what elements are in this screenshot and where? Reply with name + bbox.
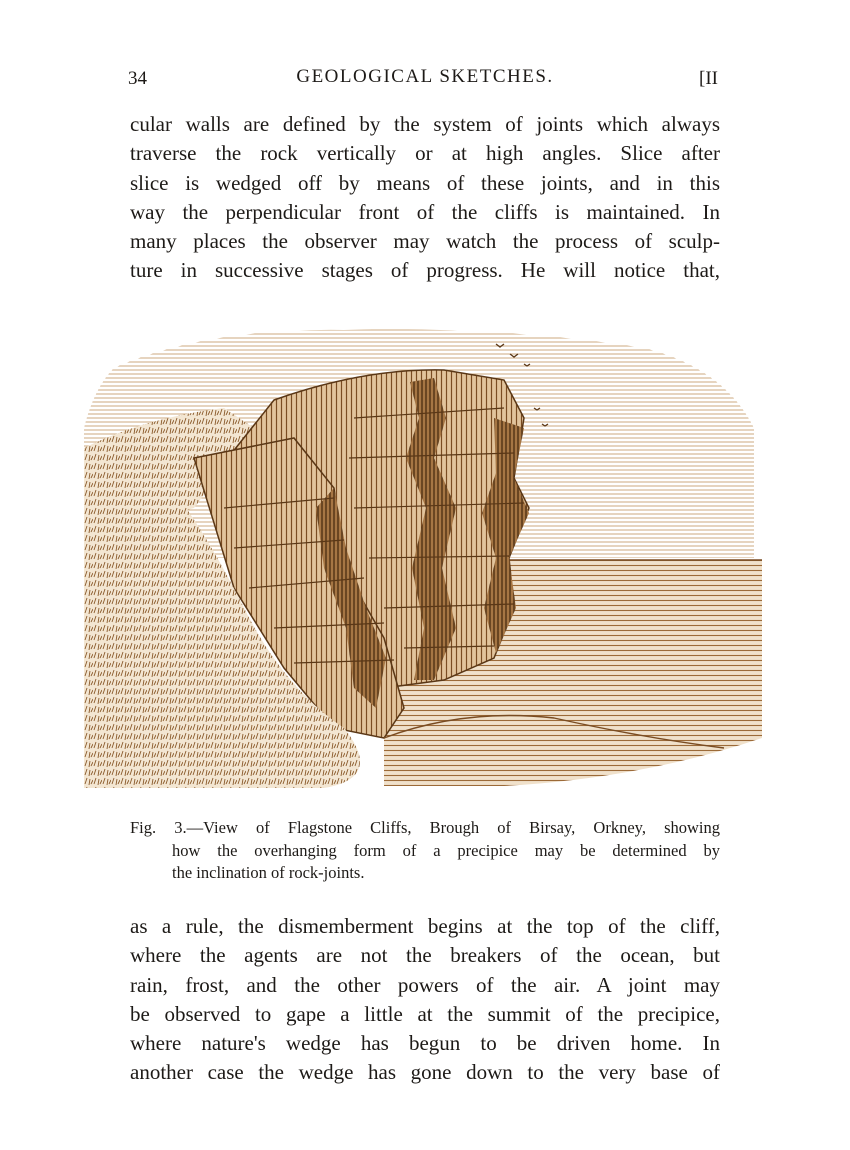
cliff-illustration [84, 308, 762, 800]
text-line: rain, frost, and the other powers of the air. A joint may [130, 972, 720, 997]
caption-line: Fig. 3.—View of Flagstone Cliffs, Brough of Birsay, Orkney, showing [130, 818, 720, 837]
text-line: where the agents are not the breakers of the ocean, but [130, 943, 720, 968]
text-line: another case the wedge has gone down to the very base of [130, 1060, 720, 1085]
paragraph-top [130, 110, 720, 286]
caption-line: the inclination of rock-joints. [172, 863, 365, 882]
cliff-engraving [84, 308, 762, 800]
text-line: as a rule, the dismemberment begins at the top of the cliff, [130, 914, 720, 938]
text-line: be observed to gape a little at the summit of the precipice, [130, 1001, 720, 1026]
text-line: cular walls are defined by the system of joints which always [130, 112, 720, 136]
text-line: way the perpendicular front of the cliffs is maintained. In [130, 199, 720, 224]
text-line: where nature's wedge has begun to be driven home. In [130, 1031, 720, 1056]
page-number: 34 [128, 68, 147, 89]
text-line: many places the observer may watch the process of sculp- [130, 229, 720, 254]
running-title: GEOLOGICAL SKETCHES. [296, 66, 554, 87]
text-line: ture in successive stages of progress. He will notice that, [130, 258, 720, 283]
caption-line: how the overhanging form of a precipice may be determined by [172, 840, 720, 860]
figure-caption [130, 817, 720, 885]
text-line: slice is wedged off by means of these joints, and in this [130, 170, 720, 195]
paragraph-bottom [130, 912, 720, 1088]
chapter-mark: [II [699, 68, 718, 89]
text-line: traverse the rock vertically or at high angles. Slice after [130, 141, 720, 166]
running-header [128, 62, 722, 92]
